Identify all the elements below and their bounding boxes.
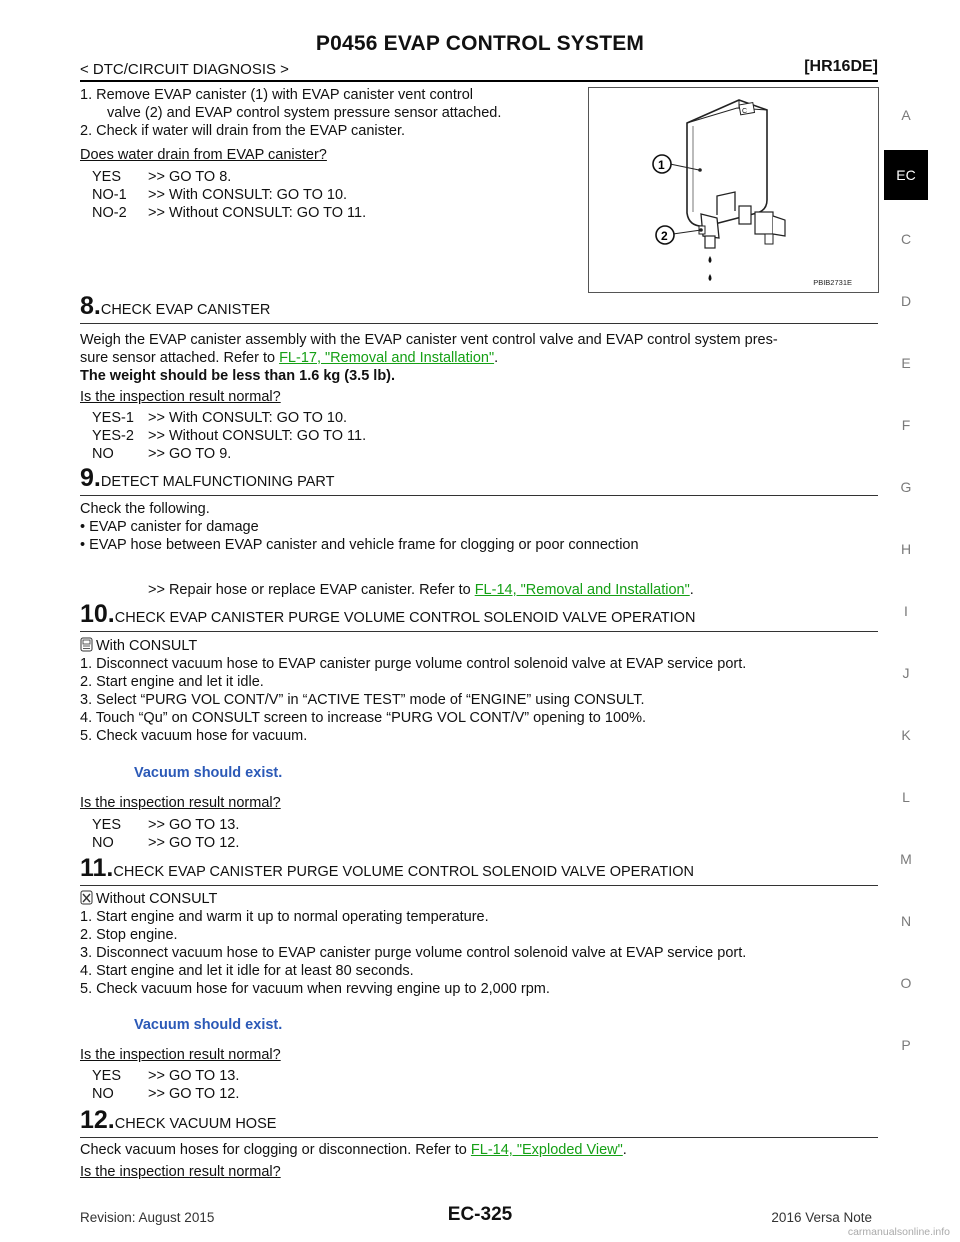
step8-heading: 8.CHECK EVAP CANISTER (80, 292, 271, 320)
figure-label-c: C (742, 108, 748, 115)
index-letter-n[interactable]: N (900, 913, 912, 929)
step8-line1: Weigh the EVAP canister assembly with the EVAP canister vent control valve and EVAP control system pres- (80, 332, 778, 348)
index-letter-d[interactable]: D (900, 293, 912, 309)
answer-key: YES (92, 169, 122, 185)
index-letter-p[interactable]: P (901, 1037, 911, 1053)
answer-value: >> With CONSULT: GO TO 10. (148, 187, 348, 203)
step9-bullet1: • EVAP canister for damage (80, 519, 259, 535)
step10-item1: 1. Disconnect vacuum hose to EVAP canister purge volume control solenoid valve at EVAP service port. (80, 656, 747, 672)
callout-2: 2 (661, 229, 668, 243)
step9-heading: 9.DETECT MALFUNCTIONING PART (80, 464, 335, 492)
index-letter-ec-active[interactable]: EC (884, 150, 928, 200)
step11-mode: Without CONSULT (80, 890, 217, 908)
evap-canister-figure (588, 87, 879, 293)
step10-item3: 3. Select “PURG VOL CONT/V” in “ACTIVE TEST” mode of “ENGINE” using CONSULT. (80, 692, 645, 708)
step7-item2: 2. Check if water will drain from the EVAP canister. (80, 123, 406, 139)
answer-key: NO (92, 835, 114, 851)
page-title: P0456 EVAP CONTROL SYSTEM (315, 32, 645, 55)
answer-key: YES-1 (92, 410, 134, 426)
step12-line: Check vacuum hoses for clogging or disconnection. Refer to FL-14, "Exploded View". (80, 1142, 627, 1158)
step10-mode: With CONSULT (80, 637, 197, 655)
step10-spec: Vacuum should exist. (134, 765, 283, 781)
step10-item5: 5. Check vacuum hose for vacuum. (80, 728, 308, 744)
answer-key: YES (92, 1068, 122, 1084)
step11-spec: Vacuum should exist. (134, 1017, 283, 1033)
step9-action: >> Repair hose or replace EVAP canister. Refer to FL-14, "Removal and Installation". (148, 582, 694, 598)
step8-question: Is the inspection result normal? (80, 389, 281, 405)
section-index (884, 0, 932, 1242)
index-letter-l[interactable]: L (902, 789, 910, 805)
step8-line2: sure sensor attached. Refer to FL-17, "Removal and Installation". (80, 350, 499, 366)
answer-value: >> GO TO 13. (148, 1068, 240, 1084)
index-letter-e[interactable]: E (901, 355, 911, 371)
step11-item2: 2. Stop engine. (80, 927, 178, 943)
answer-key: NO (92, 446, 114, 462)
step10-item2: 2. Start engine and let it idle. (80, 674, 264, 690)
index-letter-j[interactable]: J (902, 665, 910, 681)
header-rule (80, 80, 878, 82)
answer-value: >> GO TO 12. (148, 835, 240, 851)
index-letter-c[interactable]: C (900, 231, 912, 247)
step10-rule (80, 631, 878, 632)
step11-question: Is the inspection result normal? (80, 1047, 281, 1063)
answer-key: NO (92, 1086, 114, 1102)
step7-item1: 1. Remove EVAP canister (1) with EVAP canister vent control (80, 87, 474, 103)
step10-item4: 4. Touch “Qu” on CONSULT screen to increase “PURG VOL CONT/V” opening to 100%. (80, 710, 647, 726)
index-letter-a[interactable]: A (901, 107, 911, 123)
step11-item4: 4. Start engine and let it idle for at least 80 seconds. (80, 963, 414, 979)
step8-spec: The weight should be less than 1.6 kg (3.5 lb). (80, 368, 396, 384)
step11-item3: 3. Disconnect vacuum hose to EVAP canister purge volume control solenoid valve at EVAP service port. (80, 945, 747, 961)
answer-key: YES (92, 817, 122, 833)
step8-rule (80, 323, 878, 324)
section-label: < DTC/CIRCUIT DIAGNOSIS > (80, 61, 289, 78)
answer-key: NO-1 (92, 187, 127, 203)
step7-item1-cont: valve (2) and EVAP control system pressure sensor attached. (107, 105, 502, 121)
step11-heading: 11.CHECK EVAP CANISTER PURGE VOLUME CONTROL SOLENOID VALVE OPERATION (80, 854, 695, 882)
answer-key: NO-2 (92, 205, 127, 221)
answer-key: YES-2 (92, 428, 134, 444)
answer-value: >> Without CONSULT: GO TO 11. (148, 205, 367, 221)
step12-question: Is the inspection result normal? (80, 1164, 281, 1180)
no-consult-icon (80, 890, 93, 905)
index-letter-g[interactable]: G (900, 479, 912, 495)
answer-value: >> With CONSULT: GO TO 10. (148, 410, 348, 426)
figure-code: PBIB2731E (813, 278, 852, 287)
index-letter-i[interactable]: I (904, 603, 908, 619)
callout-1: 1 (658, 158, 665, 172)
step11-rule (80, 885, 878, 886)
answer-value: >> GO TO 12. (148, 1086, 240, 1102)
step9-intro: Check the following. (80, 501, 210, 517)
revision-date: Revision: August 2015 (80, 1210, 215, 1225)
answer-value: >> GO TO 8. (148, 169, 232, 185)
step9-bullet2: • EVAP hose between EVAP canister and vehicle frame for clogging or poor connection (80, 537, 639, 553)
index-letter-k[interactable]: K (901, 727, 911, 743)
engine-label: [HR16DE] (804, 58, 878, 75)
watermark: carmanualsonline.info (847, 1226, 950, 1238)
page-number: EC-325 (447, 1204, 513, 1225)
index-letter-h[interactable]: H (900, 541, 912, 557)
step10-heading: 10.CHECK EVAP CANISTER PURGE VOLUME CONTROL SOLENOID VALVE OPERATION (80, 600, 696, 628)
step11-item5: 5. Check vacuum hose for vacuum when revving engine up to 2,000 rpm. (80, 981, 550, 997)
answer-value: >> Without CONSULT: GO TO 11. (148, 428, 367, 444)
removal-installation-link-2[interactable]: FL-14, "Removal and Installation" (474, 582, 690, 598)
consult-icon (80, 637, 93, 652)
index-letter-f[interactable]: F (901, 417, 911, 433)
index-letter-o[interactable]: O (900, 975, 912, 991)
step7-question: Does water drain from EVAP canister? (80, 147, 327, 163)
step9-rule (80, 495, 878, 496)
evap-canister-illustration (589, 88, 878, 292)
step11-item1: 1. Start engine and warm it up to normal operating temperature. (80, 909, 489, 925)
answer-value: >> GO TO 13. (148, 817, 240, 833)
model-name: 2016 Versa Note (771, 1210, 872, 1225)
exploded-view-link[interactable]: FL-14, "Exploded View" (470, 1142, 623, 1158)
index-letter-m[interactable]: M (900, 851, 912, 867)
step12-heading: 12.CHECK VACUUM HOSE (80, 1106, 277, 1134)
step12-rule (80, 1137, 878, 1138)
answer-value: >> GO TO 9. (148, 446, 232, 462)
removal-installation-link[interactable]: FL-17, "Removal and Installation" (279, 350, 495, 366)
step10-question: Is the inspection result normal? (80, 795, 281, 811)
